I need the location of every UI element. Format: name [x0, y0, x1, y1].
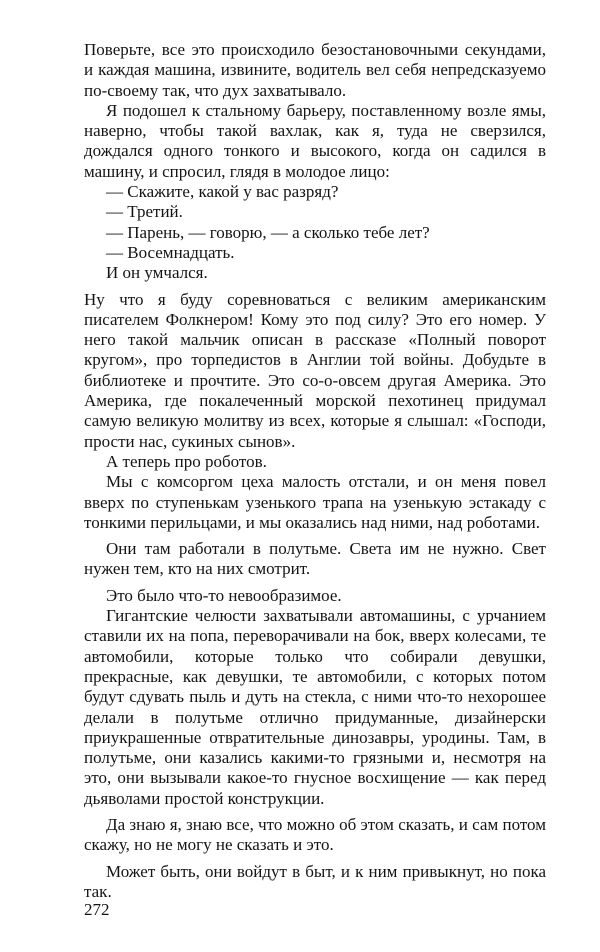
dialogue-line-4: — Восемнадцать.: [106, 242, 235, 262]
paragraph-11: Может быть, они войдут в быт, и к ним привыкнут, но пока так.: [84, 861, 546, 901]
dialogue-line-3: — Парень, — говорю, — а сколько тебе лет?: [106, 222, 430, 242]
paragraph-6: Мы с комсоргом цеха малость отстали, и он меня повел вверх по ступенькам узенького трапа на узенькую эстакаду с тонкими перильцами, и мы оказались над ними, над роботами.: [84, 472, 546, 532]
paragraph-5: А теперь про роботов.: [106, 451, 267, 471]
page-number: 272: [84, 900, 110, 919]
page-body: [84, 40, 546, 902]
dialogue-line-1: — Скажите, какой у вас разряд?: [106, 182, 339, 202]
paragraph-8: Это было что-то невообразимое.: [106, 585, 342, 605]
paragraph-7: Они там работали в полутьме. Света им не нужно. Свет нужен тем, кто на них смотрит.: [84, 539, 546, 579]
paragraph-1: Поверьте, все это происходило безостановочными секундами, и каждая машина, извините, водитель вел себя непредсказуемо по-своему так, что дух захватывало.: [84, 40, 546, 100]
paragraph-3: И он умчался.: [106, 263, 208, 283]
paragraph-10: Да знаю я, знаю все, что можно об этом сказать, и сам потом скажу, но не могу не сказать и это.: [84, 814, 546, 855]
dialogue-line-2: — Третий.: [106, 202, 183, 222]
paragraph-4: Ну что я буду соревноваться с великим американским писателем Фолкнером! Кому это под силу? Это его номер. У него такой мальчик описан в рассказе «Полный поворот кругом», про торпедистов в Англии той войны. Добудьте в библиотеке и прочтите. Это со-о-овсем другая Америка. Это Америка, где покалеченный морской пехотинец придумал самую великую молитву из всех, которые я слышал: «Господи, прости нас, сукиных сынов».: [84, 289, 546, 451]
paragraph-9: Гигантские челюсти захватывали автомашины, с урчанием ставили их на попа, переворачивали на бок, вверх колесами, те автомобили, которые только что собирали девушки, прекрасные, как девушки, те автомобили, с которых потом будут сдувать пыль и дуть на стекла, с ними что-то нехорошее делали в полутьме отлично придуманные, дизайнерски приукрашенные отвратительные динозавры, уродины. Там, в полутьме, они казались какими-то грязными и, несмотря на это, они вызывали какое-то гнусное восхищение — как перед дьяволами простой конструкции.: [84, 606, 546, 808]
paragraph-2: Я подошел к стальному барьеру, поставленному возле ямы, наверно, чтобы такой вахлак, как я, туда не сверзился, дождался одного тонкого и высокого, когда он садился в машину, и спросил, глядя в молодое лицо:: [84, 100, 546, 181]
